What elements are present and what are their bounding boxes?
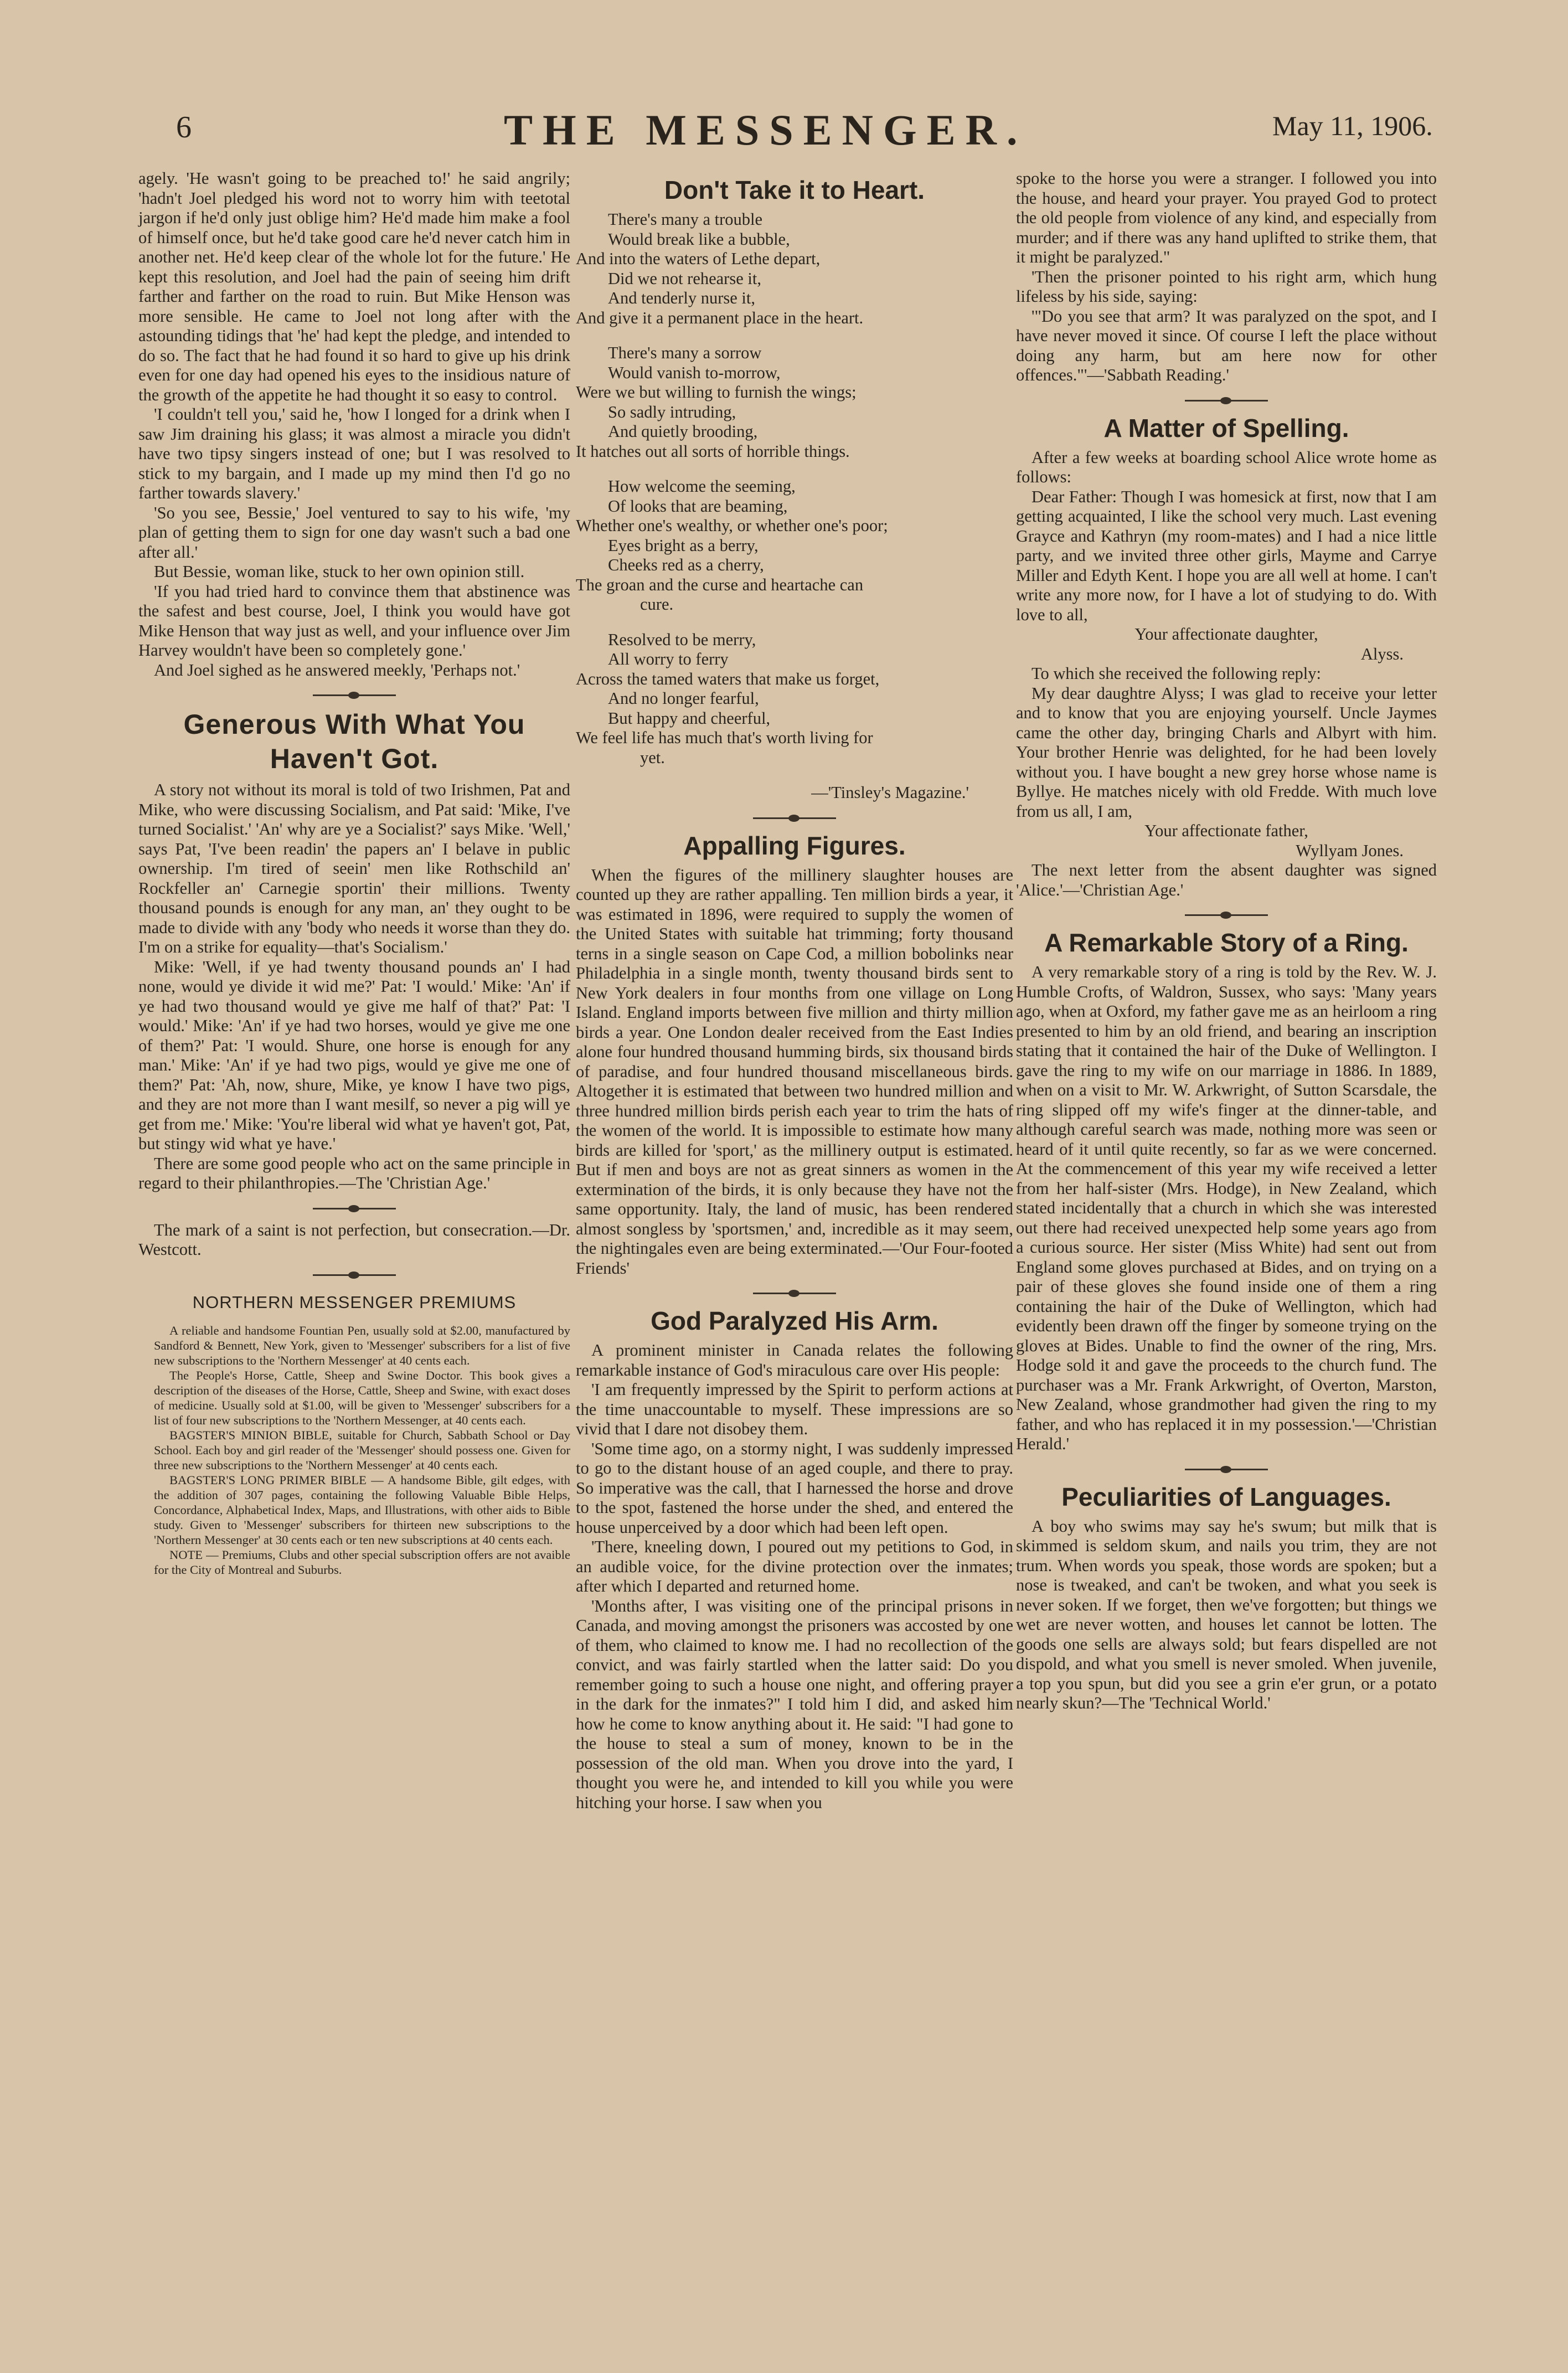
poem-line: There's many a sorrow (608, 343, 762, 362)
poem-line: cure. (640, 595, 674, 614)
premium-item: NOTE — Premiums, Clubs and other special subscription offers are not avaible for the City of Montreal and Suburbs. (154, 1548, 570, 1577)
letter-body: Dear Father: Though I was homesick at first, now that I am getting acquainted, I like the school very much. Last evening Grayce and Kathryn (my room-mates) and I had a nice little party, and we invited three other girls, Mayme and Carrye Miller and Edyth Kent. I hope you are all well at home. I can't write any more now, for I have a lot of studying to do. With love to all, (1016, 487, 1437, 624)
poem-line: And into the waters of Lethe depart, (576, 249, 821, 268)
poem-line: There's many a trouble (608, 210, 763, 229)
section-divider (753, 817, 836, 819)
article-paragraph: To which she received the following reply: (1031, 664, 1321, 683)
letter-closing: Your affectionate daughter, (1134, 625, 1318, 644)
poem-line: Cheeks red as a cherry, (608, 555, 764, 574)
poem-line: Were we but willing to furnish the wings; (576, 383, 857, 401)
section-divider (1185, 400, 1268, 401)
letter-signature: Alyss. (1360, 644, 1404, 663)
article-title-generous: Generous With What You Haven't Got. (183, 709, 525, 774)
poem-line: It hatches out all sorts of horrible things. (576, 441, 850, 461)
article-paragraph: A prominent minister in Canada relates the following remarkable instance of God's miraculous care over His people: (576, 1341, 1013, 1379)
story-paragraph: agely. 'He wasn't going to be preached to!' he said angrily; 'hadn't Joel pledged his word not to worry him with teetotal jargon if he'd only just oblige him? He'd made him make a fool of himself once, but he'd take good care he'd never catch him in another net. He'd keep clear of the whole lot for the future.' He kept this resolution, and Joel had the pain of seeing him drift farther and farther on the road to ruin. But Mike Henson was more sensible. He came to Joel not long after with the astounding tidings that 'he' had kept the pledge, and intended to do so. The fact that he had found it so hard to give up his drink even for one day had opened his eyes to the insidious nature of the growth of the appetite he had thought it so easy to control. (138, 169, 570, 404)
article-paragraph: spoke to the horse you were a stranger. I followed you into the house, and heard your prayer. You prayed God to protect the old people from violence of any kind, and especially from murder; and if there was any hand uplifted to strike them, that it might be paralyzed." (1016, 169, 1437, 266)
poem-line: So sadly intruding, (608, 402, 736, 421)
article-paragraph: There are some good people who act on the same principle in regard to their philanthropies.—The 'Christian Age.' (138, 1154, 570, 1192)
poem-line: And no longer fearful, (608, 689, 759, 708)
poem-line: Eyes bright as a berry, (608, 536, 759, 555)
column-3 (1016, 169, 1437, 1713)
section-divider (313, 694, 396, 696)
premium-item: BAGSTER'S LONG PRIMER BIBLE — A handsome Bible, gilt edges, with the addition of 307 pages, containing the following Valuable Bible Helps, Concordance, Alphabetical Index, Maps, and Illustrations, with other aids to Bible study. Given to 'Messenger' subscribers for thirteen new subscriptions to the 'Northern Messenger' at 30 cents each or ten new subscriptions at 40 cents each. (154, 1473, 570, 1547)
article-paragraph: '"Do you see that arm? It was paralyzed on the spot, and I have never moved it since. Of course I left the place without doing any harm, but am here now for other offences."'—'Sabbath Reading.' (1016, 306, 1437, 384)
poem-stanza (576, 210, 1013, 328)
section-divider (1185, 914, 1268, 916)
article-title-languages: Peculiarities of Languages. (1061, 1482, 1391, 1511)
issue-date: May 11, 1906. (1272, 110, 1433, 141)
poem-line: But happy and cheerful, (608, 708, 771, 728)
poem-line: Would break like a bubble, (608, 229, 790, 249)
article-paragraph: A very remarkable story of a ring is told by the Rev. W. J. Humble Crofts, of Waldron, Sussex, who says: 'Many years ago, when at Oxford, my father gave me as an heirloom a ring presented to him by an old friend, and bearing an inscription stating that it contained the hair of the Duke of Wellington. I gave the ring to my wife on our marriage in 1886. In 1889, when on a visit to Mr. W. Arkwright, of Sutton Scarsdale, the ring slipped off my wife's finger at the dinner-table, and although careful search was made, nothing more was seen or heard of it until quite recently, so far as we were concerned. At the commencement of this year my wife received a letter from her half-sister (Mrs. Hodge), in New Zealand, which stated incidentally that a church in which she was interested out there had received unexpected help some years ago from a curious source. Her sister (Miss White) had sent out from England some gloves purchased at Bides, and on trying on a pair of these gloves she found inside one of them a ring containing the hair of the Duke of Wellington, which had evidently been drawn off the finger by someone trying on the gloves at Bides. Unable to find the owner of the ring, Mrs. Hodge sold it and gave the proceeds to the church fund. The purchaser was a Mr. Frank Arkwright, of Overton, Marston, New Zealand, whose grandmother had given the ring to my father, and who has replaced it in my possession.'—'Christian Herald.' (1016, 962, 1437, 1453)
story-paragraph: 'So you see, Bessie,' Joel ventured to say to his wife, 'my plan of getting them to sign for one day wasn't such a bad one after all.' (138, 503, 570, 562)
article-paragraph: The next letter from the absent daughter was signed 'Alice.'—'Christian Age.' (1016, 861, 1437, 899)
article-paragraph: 'Some time ago, on a stormy night, I was suddenly impressed to go to the distant house of an aged couple, and there to pray. So imperative was the call, that I harnessed the horse and drove to the spot, fastened the horse under the shed, and entered the house unperceived by a door which had been left open. (576, 1439, 1013, 1537)
premium-item: BAGSTER'S MINION BIBLE, suitable for Church, Sabbath School or Day School. Each boy and girl reader of the 'Messenger' should possess one. Given for three new subscriptions to the 'Northern Messenger' at 40 cents each. (154, 1428, 570, 1472)
reply-signature: Wyllyam Jones. (1296, 841, 1404, 860)
poem-line: Resolved to be merry, (608, 630, 756, 649)
poem-stanza (576, 477, 1013, 615)
poem-line: The groan and the curse and heartache can (576, 575, 864, 594)
story-paragraph: 'If you had tried hard to convince them that abstinence was the safest and best course, Joel, I think you would have got Mike Henson that way just as well, and your influence over Jim Harvey wouldn't have been so completely gone.' (138, 581, 570, 660)
reply-closing: Your affectionate father, (1144, 821, 1308, 840)
section-divider (313, 1208, 396, 1209)
section-divider (753, 1293, 836, 1294)
article-title-god: God Paralyzed His Arm. (651, 1306, 938, 1335)
poem-line: And give it a permanent place in the heart. (576, 308, 864, 327)
poem-line: All worry to ferry (608, 650, 729, 668)
saint-quote: The mark of a saint is not perfection, but consecration.—Dr. Westcott. (138, 1220, 570, 1259)
premium-item: The People's Horse, Cattle, Sheep and Swine Doctor. This book gives a description of the diseases of the Horse, Cattle, Sheep and Swine, with exact doses of medicine. Usually sold at $1.00, will be given to 'Messenger' subscribers for a list of four new subscriptions to the 'Northern Messenger, at 40 cents each. (154, 1368, 570, 1427)
page-number: 6 (176, 110, 192, 145)
poem-line: Of looks that are beaming, (608, 496, 788, 516)
poem-line: And tenderly nurse it, (608, 289, 755, 307)
poem-line: Did we not rehearse it, (608, 269, 761, 288)
poem-line: yet. (640, 748, 665, 767)
article-paragraph: A story not without its moral is told of two Irishmen, Pat and Mike, who were discussing Socialism, and Pat said: 'Mike, I've turned Socialist.' 'An' why are ye a Socialist?' says Mike. 'Well,' says Pat, 'I've been readin' the papers an' I belave in public ownership. I'm tired of seein' men like Rothschild an' Rockfeller an' Carnegie sportin' their millions. Twenty thousand pounds is enough for any man, an' they ought to be made to divide with any 'body who needs it worse than they do. I'm on a strike for equality—that's Socialism.' (138, 780, 570, 956)
article-paragraph: 'Then the prisoner pointed to his right arm, which hung lifeless by his side, saying: (1016, 267, 1437, 306)
article-paragraph: When the figures of the millinery slaughter houses are counted up they are rather appalling. Ten million birds a year, it was estimated in 1896, were required to supply the women of the United States with suitable hat trimming; forty thousand terns in a single season on Cape Cod, a million bobolinks near Philadelphia in a single month, twenty thousand birds sent to New York dealers in four months from one village on Long Island. England imports between five million and thirty million birds a year. One London dealer received from the East Indies alone four hundred thousand humming birds, six thousand birds of paradise, and four hundred thousand miscellaneous birds. Altogether it is estimated that between two hundred million and three hundred million birds perish each year to trim the hats of the women of the world. It is impossible to estimate how many birds are killed for 'sport,' as the millinery output is estimated. But if men and boys are not as great sinners as women in the extermination of the birds, it is only because they have not the same opportunity. Italy, the land of music, has been rendered almost songless by 'sportsmen,' and, incredible as it may seem, the nightingales even are being exterminated.—'Our Four-footed Friends' (576, 865, 1014, 1278)
masthead-title: THE MESSENGER. (504, 106, 1028, 154)
article-paragraph: A boy who swims may say he's swum; but milk that is skimmed is seldom skum, and nails you trim, they are not trum. When words you speak, those words are spoken; but a nose is tweaked, and can't be twoken, and what you seek is never soken. If we forget, then we've forgotten; but things we wet are never wotten, and houses let cannot be lotten. The goods one sells are always sold; but fears dispelled are not dispold, and what you smell is never smoled. When juvenile, a top you spun, but did you see a grin e'er grun, or a potato nearly skun?—The 'Technical World.' (1016, 1516, 1437, 1712)
poem-body (576, 210, 1013, 768)
story-paragraph: 'I couldn't tell you,' said he, 'how I longed for a drink when I saw Jim draining his glass; it was almost a miracle you didn't have two tipsy singers instead of one; but I was resolved to stick to my bargain, and I made up my mind then I'd go no farther towards slavery.' (138, 405, 570, 502)
article-title-spelling: A Matter of Spelling. (1103, 413, 1349, 442)
poem-line: And quietly brooding, (608, 422, 758, 441)
reply-body: My dear daughtre Alyss; I was glad to receive your letter and to know that you are enjoying yourself. Uncle Jaymes came the other day, bringing Charls and Albyrt with him. Your brother Henrie was delighted, for he had been lovely without you. I have bought a new grey horse whose name is Byllye. He matches nicely with old Fredde. With much love from us all, I am, (1016, 683, 1437, 821)
poem-stanza (576, 630, 1013, 768)
premiums-heading: NORTHERN MESSENGER PREMIUMS (192, 1292, 517, 1312)
article-paragraph: 'There, kneeling down, I poured out my petitions to God, in an audible voice, for the divine protection over the inmates; after which I departed and returned home. (576, 1537, 1013, 1595)
article-title-appalling: Appalling Figures. (683, 831, 906, 860)
article-paragraph: After a few weeks at boarding school Alice wrote home as follows: (1016, 447, 1437, 486)
section-divider (1185, 1469, 1268, 1470)
poem-stanza (576, 343, 1013, 461)
article-title-ring: A Remarkable Story of a Ring. (1044, 928, 1409, 957)
poem-line: We feel life has much that's worth living for (576, 728, 873, 747)
article-paragraph: 'Months after, I was visiting one of the principal prisons in Canada, and moving amongst the prisoners was accosted by one of them, who claimed to know me. I had no recollection of the convict, and was fairly startled when the latter said: Do you remember going to such a house one night, and offering prayer in the dark for the inmates?" I told him I did, and asked him how he come to know anything about it. He said: "I had gone to the house to steal a sum of money, known to be in the possession of the old man. When you drove into the yard, I thought you were he, and intended to kill you while you were hitching your horse. I saw when you (576, 1596, 1013, 1812)
section-divider (313, 1274, 396, 1276)
poem-line: Would vanish to-morrow, (608, 363, 781, 382)
masthead-bar (0, 105, 1568, 166)
poem-line: How welcome the seeming, (608, 477, 796, 496)
premium-item: A reliable and handsome Fountian Pen, usually sold at $2.00, manufactured by Sandford & Bennett, New York, given to 'Messenger' subscribers for a list of five new subscriptions to the 'Northern Messenger' at 40 cents each. (154, 1324, 570, 1367)
article-paragraph: 'I am frequently impressed by the Spirit to perform actions at the time unaccountable to myself. These impressions are so vivid that I dare not disobey them. (576, 1380, 1013, 1438)
poem-line: Across the tamed waters that make us forget, (576, 669, 880, 688)
poem-title: Don't Take it to Heart. (664, 176, 925, 204)
poem-line: Whether one's wealthy, or whether one's poor; (576, 516, 888, 535)
column-1 (138, 169, 570, 1577)
story-paragraph: And Joel sighed as he answered meekly, 'Perhaps not.' (154, 660, 520, 680)
column-2 (576, 169, 1013, 1813)
poem-attribution: —'Tinsley's Magazine.' (811, 783, 969, 802)
article-paragraph: Mike: 'Well, if ye had twenty thousand pounds an' I had none, would ye divide it wid me?' Pat: 'I would.' Mike: 'An' if ye had two thousand would ye give me half of that?' Pat: 'I would.' Mike: 'An' if ye had two horses, would ye give me one of them?' Pat: 'I would. Shure, one horse is enough for any man.' Mike: 'An' if ye had two pigs, would ye give me one of them?' Pat: 'Ah, now, shure, Mike, ye know I have two pigs, and they are not more than I want mesilf, so never a pig will ye get from me.' Mike: 'You're liberal wid what ye haven't got, Pat, but stingy wid what ye have.' (138, 957, 570, 1153)
story-paragraph: But Bessie, woman like, stuck to her own opinion still. (154, 562, 525, 581)
